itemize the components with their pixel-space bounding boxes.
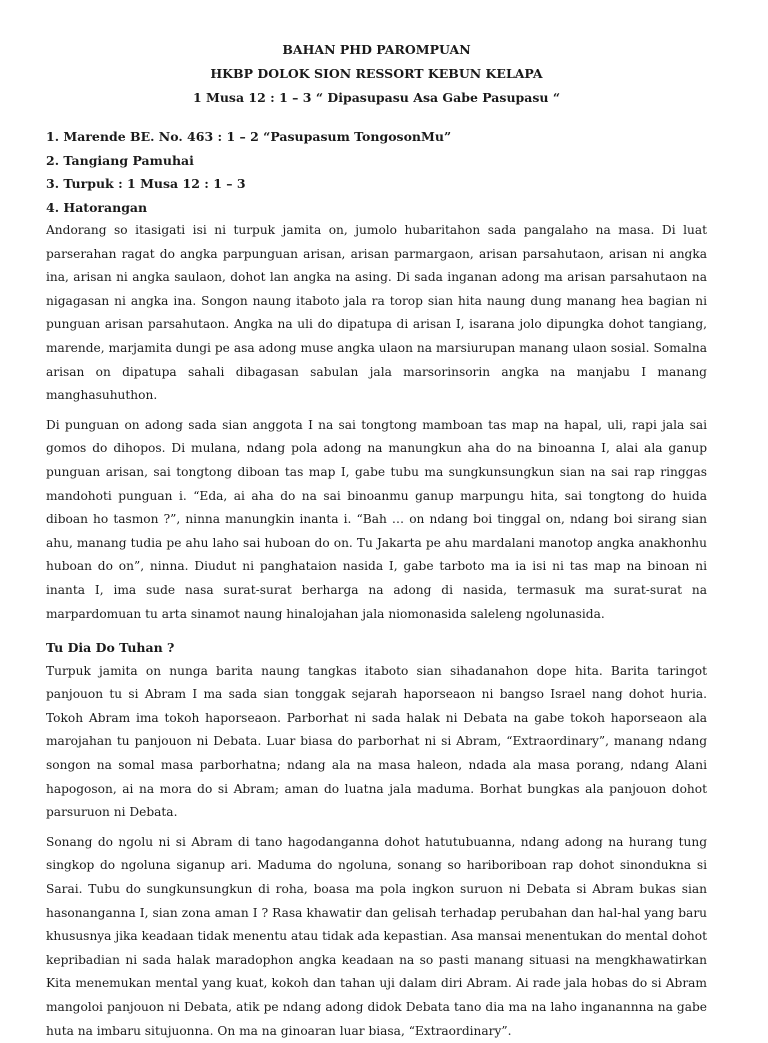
paragraph-abram-life: Sonang do ngolu ni si Abram di tano hagodanganna dohot hatutubuanna, ndang adong na hurang tung singkop do ngoluna siganup ari. Maduma do ngoluna, sonang so hariboriboan rap dohot sinondukna si Sarai. Tubu do sungkunsungkun di roha, boasa ma pola ingkon suruon ni Debata si Abram bukas sian hasonanganna I, sian zona aman I ? Rasa khawatir dan gelisah terhadap perubahan dan hal-hal yang baru khususnya jika keadaan tidak menentu atau tidak ada kepastian. Asa mansai menentukan do mental dohot kepribadian ni sada halak maradophon angka keadaan na so pasti manang situasi na mengkhawatirkan Kita menemukan mental yang kuat, kokoh dan tahan uji dalam diri Abram. Ai rade jala hobas do si Abram mangoloi panjouon ni Debata, atik pe ndang adong didok Debata tano dia ma na laho inganannna na gabe huta na imbaru situjuonna. On ma na ginoaran luar biasa, “Extraordinary”. [46, 834, 707, 1038]
header-theme: 1 Musa 12 : 1 – 3 “ Dipasupasu Asa Gabe Pasupasu “ [192, 90, 561, 105]
agenda-item-prayer: 2. Tangiang Pamuhai [46, 152, 194, 168]
paragraph-story: Di punguan on adong sada sian anggota I na sai tongtong mamboan tas map na hapal, uli, rapi jala sai gomos do dihopos. Di mulana, ndang pola adong na manungkun aha do na binoanna I, alai ala ganup punguan arisan, sai tongtong diboan tas map I, gabe tubu ma sungkunsungkun sian na sai rap ringgas mandohoti punguan i. “Eda, ai aha do na sai binoanmu ganup marpungu hita, sai tongtong do huida diboan ho tasmon ?”, ninna manungkin inanta i. “Bah … on ndang boi tinggal on, ndang boi sirang sian ahu, manang tudia pe ahu laho sai huboan do on. Tu Jakarta pe ahu mardalani manotop angka anakhonhu huboan do on”, ninna. Diudut ni panghataion nasida I, gabe tarboto ma ia isi ni tas map na binoan ni inanta I, ima sude nasa surat-surat berharga na adong di nasida, termasuk ma surat-surat na marpardomuan tu arta sinamot naung hinalojahan jala niomonasida saleleng ngolunasida. [46, 417, 707, 621]
agenda-item-hymn: 1. Marende BE. No. 463 : 1 – 2 “Pasupasum TongosonMu” [46, 129, 452, 144]
header-church: HKBP DOLOK SION RESSORT KEBUN KELAPA [210, 66, 543, 81]
header-title: BAHAN PHD PAROMPUAN [282, 42, 471, 57]
document-header [46, 38, 707, 110]
agenda-list [46, 125, 707, 219]
document-page [46, 38, 707, 1043]
agenda-item-scripture: 3. Turpuk : 1 Musa 12 : 1 – 3 [46, 176, 246, 191]
section-heading: Tu Dia Do Tuhan ? [46, 640, 175, 656]
agenda-item-explanation: 4. Hatorangan [46, 199, 148, 215]
paragraph-abram-call: Turpuk jamita on nunga barita naung tangkas itaboto sian sihadanahon dope hita. Barita taringot panjouon tu si Abram I ma sada sian tonggak sejarah haporseaon ni bangso Israel nang dohot huria. Tokoh Abram ima tokoh haporseaon. Parborhat ni sada halak ni Debata na gabe tokoh haporseaon ala marojahan tu panjouon ni Debata. Luar biasa do parborhat ni si Abram, “Extraordinary”, manang ndang songon na somal masa parborhatna; ndang ala na masa haleon, ndada ala masa porang, ndang Alani hapogoson, ai na mora do si Abram; aman do luatna jala maduma. Borhat bungkas ala panjouon dohot parsuruon ni Debata. [46, 663, 707, 820]
paragraph-intro: Andorang so itasigati isi ni turpuk jamita on, jumolo hubaritahon sada pangalaho na masa. Di luat parserahan ragat do angka parpunguan arisan, arisan parmargaon, arisan parsahutaon, arisan ni angka ina, arisan ni angka saulaon, dohot lan angka na asing. Di sada inganan adong ma arisan parsahutaon na nigagasan ni angka ina. Songon naung itaboto jala ra torop sian hita naung dung manang hea bagian ni punguan arisan parsahutaon. Angka na uli do dipatupa di arisan I, isarana jolo dipungka dohot tangiang, marende, marjamita dungi pe asa adong muse angka ulaon na marsiurupan manang ulaon sosial. Somalna arisan on dipatupa sahali dibagasan sabulan jala marsorinsorin angka na manjabu I manang manghasuhuthon. [46, 223, 707, 403]
